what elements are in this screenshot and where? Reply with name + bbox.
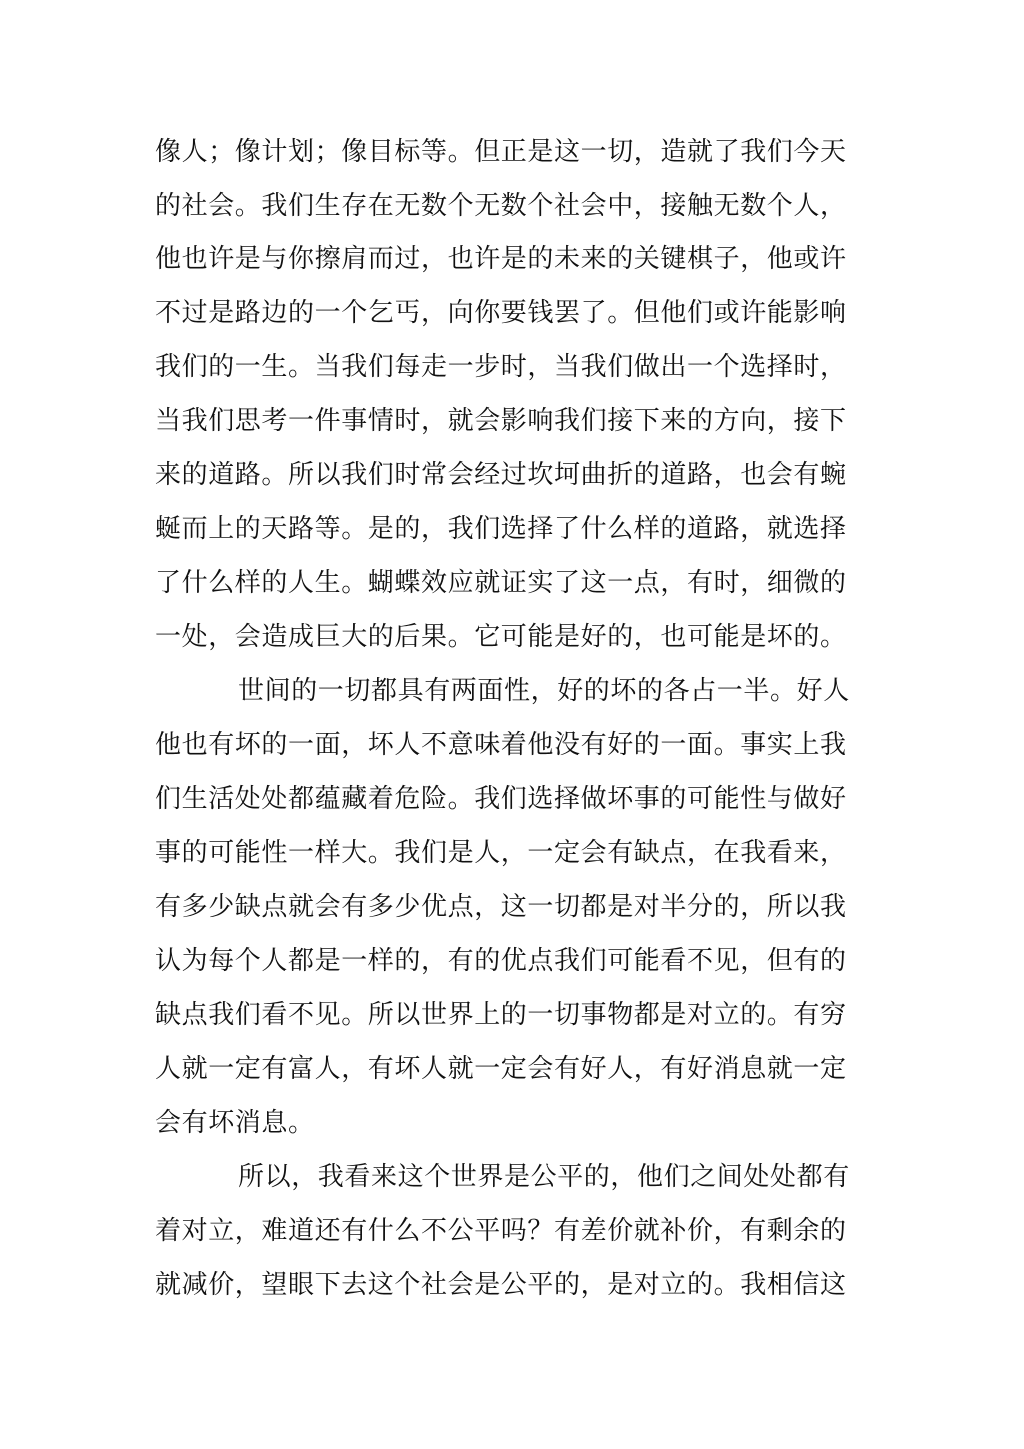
- text-line: 像人；像计划；像目标等。但正是这一切，造就了我们今天: [155, 137, 847, 167]
- text-line: 们生活处处都蕴藏着危险。我们选择做坏事的可能性与做好: [155, 784, 847, 814]
- text-line: 认为每个人都是一样的，有的优点我们可能看不见，但有的: [155, 946, 847, 976]
- text-line: 我们的一生。当我们每走一步时，当我们做出一个选择时，: [155, 352, 847, 382]
- text-line: 有多少缺点就会有多少优点，这一切都是对半分的，所以我: [155, 892, 847, 922]
- text-line: 不过是路边的一个乞丐，向你要钱罢了。但他们或许能影响: [155, 298, 847, 328]
- text-line: 的社会。我们生存在无数个无数个社会中，接触无数个人，: [155, 191, 847, 221]
- text-line: 就减价，望眼下去这个社会是公平的，是对立的。我相信这: [155, 1270, 847, 1300]
- text-line: 一处，会造成巨大的后果。它可能是好的，也可能是坏的。: [155, 622, 847, 652]
- text-line: 当我们思考一件事情时，就会影响我们接下来的方向，接下: [155, 406, 847, 436]
- text-line: 会有坏消息。: [155, 1108, 315, 1138]
- text-line: 来的道路。所以我们时常会经过坎坷曲折的道路，也会有蜿: [155, 460, 847, 490]
- paragraph-first-line: 世间的一切都具有两面性，好的坏的各占一半。好人: [238, 676, 850, 706]
- text-line: 他也许是与你擦肩而过，也许是的未来的关键棋子，他或许: [155, 244, 847, 274]
- text-line: 了什么样的人生。蝴蝶效应就证实了这一点，有时，细微的: [155, 568, 847, 598]
- text-line: 缺点我们看不见。所以世界上的一切事物都是对立的。有穷: [155, 1000, 847, 1030]
- text-line: 人就一定有富人，有坏人就一定会有好人，有好消息就一定: [155, 1054, 847, 1084]
- paragraph-first-line: 所以，我看来这个世界是公平的，他们之间处处都有: [238, 1162, 850, 1192]
- text-line: 着对立，难道还有什么不公平吗？有差价就补价，有剩余的: [155, 1216, 847, 1246]
- text-line: 事的可能性一样大。我们是人，一定会有缺点，在我看来，: [155, 838, 847, 868]
- text-line: 蜒而上的天路等。是的，我们选择了什么样的道路，就选择: [155, 514, 847, 544]
- text-line: 他也有坏的一面，坏人不意味着他没有好的一面。事实上我: [155, 730, 847, 760]
